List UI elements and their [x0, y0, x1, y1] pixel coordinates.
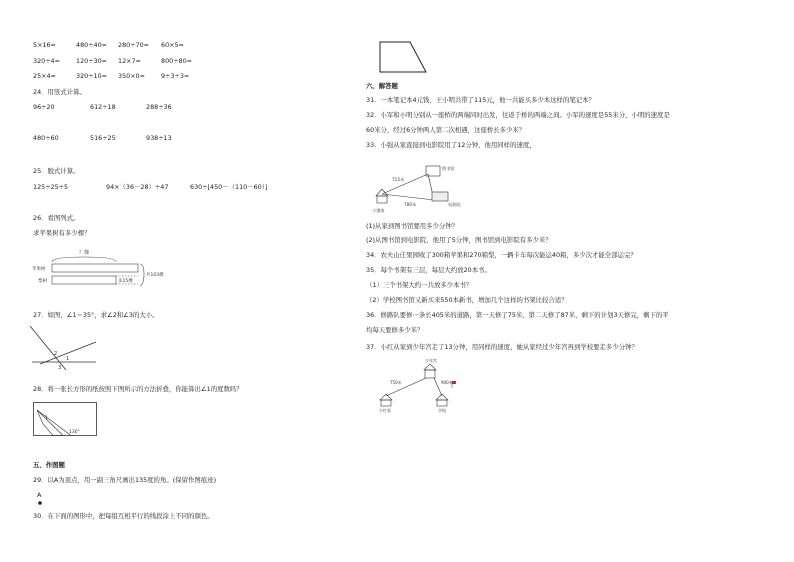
- trapezoid-figure: [378, 40, 428, 74]
- top-brace: [52, 257, 116, 262]
- angle-label: 3: [58, 365, 62, 371]
- vertical-calc-item: 612÷18: [90, 103, 116, 111]
- apple-label: 苹果树: [32, 267, 46, 272]
- calc-item: 25×4=: [33, 72, 56, 80]
- home-icon: [380, 394, 392, 400]
- question-35-text: 35．每个书架有三层，每层大约放20本书。: [366, 266, 491, 274]
- question-33-text: 33．小强从家直接到电影院用了12分钟，他用同样的速度，: [366, 141, 536, 149]
- total-label: 共103棵: [146, 273, 164, 278]
- point-a-dot: [37, 500, 43, 506]
- calc-item: 350×0=: [118, 72, 145, 80]
- pear-label: 梨树: [38, 279, 47, 284]
- home-label: 小强家: [372, 208, 385, 213]
- question-36-text: 均每天要修多少米？: [366, 326, 424, 334]
- vertical-calc-item: 480÷60: [33, 134, 59, 142]
- question-26-title: 26．看图列式。: [33, 214, 80, 222]
- question-24-title: 24．用竖式计算。: [33, 88, 86, 96]
- question-35-sub1: （1）三个书架大约一共放多少本书？: [366, 281, 473, 289]
- expression-item: 94×（36－28）÷47: [106, 183, 169, 191]
- question-32-text: 32．小军和小明分别从一座桥的两端同时出发，往返于桥的两端之间。小军的速度是55米分，小明的速度是: [366, 111, 670, 119]
- question-31-text: 31．一本笔记本4元钱，王小明共带了115元，他一共能买多少本这样的笔记本？: [366, 96, 595, 104]
- point-a-label: A: [37, 491, 42, 499]
- diff-label: 多15棵: [118, 279, 133, 284]
- palace-label: 少年宫: [425, 358, 437, 363]
- question-29-text: 29．以A为顶点，用一副三角尺画出135度的角。(保留作图痕迹): [33, 476, 217, 484]
- angle-label: 1: [45, 416, 48, 421]
- calc-item: 120÷30=: [76, 57, 108, 65]
- apple-bar: [52, 264, 138, 272]
- vertical-calc-item: 938÷13: [146, 134, 172, 142]
- angle-label: 1: [66, 356, 70, 362]
- section-5-title: 五、作图题: [33, 461, 65, 469]
- question-33-sub2: (2)从图书馆到电影院，他用了5分钟，图书馆到电影院有多少米？: [366, 236, 552, 244]
- vertical-calc-item: 516÷25: [90, 134, 116, 142]
- school-label: 学校: [438, 408, 446, 413]
- vertical-calc-item: 288÷36: [146, 103, 172, 111]
- brace-label: ？棵: [79, 250, 90, 256]
- section-6-title: 六、解答题: [366, 82, 398, 90]
- palace-icon: [424, 364, 436, 370]
- library-label: 图书馆: [442, 166, 455, 171]
- vertical-calc-item: 96÷20: [33, 103, 55, 111]
- folded-paper-diagram: [33, 402, 97, 436]
- cinema-icon: [432, 192, 448, 201]
- calc-item: 480÷40=: [76, 41, 108, 49]
- calc-item: 320÷10=: [76, 72, 108, 80]
- calc-item: 320÷4=: [33, 57, 60, 65]
- question-28-title: 28．将一张长方形的纸按照下图所示的方法折叠，你能算出∠1的度数吗？: [33, 385, 243, 393]
- calc-item: 5×16=: [33, 41, 56, 49]
- question-34-text: 34．农夫山庄果园收了300箱苹果和270箱梨，一辆卡车每次能运40箱，多少次才能全部运完？: [366, 251, 637, 259]
- calc-item: 60×5=: [161, 41, 184, 49]
- calc-item: 9÷3÷3=: [161, 72, 190, 80]
- segment-diagram: [30, 246, 180, 294]
- question-32-text: 60米分，经过6分钟两人第二次相遇，这座桥长多少米？: [366, 126, 526, 134]
- distance-label: 780米: [404, 202, 417, 207]
- distance-label: 900米: [441, 380, 453, 385]
- question-25-title: 25．脱式计算。: [33, 167, 80, 175]
- distance-label: 750米: [390, 380, 402, 385]
- cinema-label: 电影院: [448, 202, 461, 207]
- question-30-text: 30．在下面的图形中，把每组互相平行的线段涂上不同的颜色。: [33, 512, 214, 520]
- question-26-subtitle: 求苹果树有多少棵？: [33, 229, 91, 237]
- question-33-sub1: (1)从家到图书馆要用多少分钟？: [366, 222, 459, 230]
- calc-item: 800÷80=: [161, 57, 193, 65]
- question-36-text: 36．修路队要修一条长405米的道路，第一天修了75米，第二天修了87米，剩下的计划3天修完，剩下的平: [366, 311, 669, 319]
- distance-label: 715米: [392, 177, 405, 182]
- route-map-33: [368, 156, 468, 214]
- expression-item: 125÷25÷5: [33, 183, 69, 191]
- right-brace: [140, 264, 144, 286]
- expression-item: 630÷[450－（110－60）]: [190, 183, 268, 191]
- question-37-text: 37．小红从家到少年宫走了13分钟，用同样的速度，她从家经过少年宫再到学校要走多少分钟？: [366, 343, 638, 351]
- calc-item: 280÷70=: [118, 41, 150, 49]
- angle-label: 130°: [69, 430, 80, 435]
- school-icon: [436, 394, 448, 400]
- question-27-title: 27．如图，∠1＝35°，求∠2和∠3的大小。: [33, 311, 159, 319]
- pear-bar: [52, 276, 116, 284]
- calc-item: 12×7=: [118, 57, 141, 65]
- question-35-sub2: （2）学校图书馆又新买来550本新书，增加几个这样的书架比较合适？: [366, 296, 568, 304]
- route-map-37: [372, 358, 472, 414]
- angle-diagram: [30, 320, 100, 370]
- home-label: 小红家: [379, 408, 391, 413]
- angle-label: 2: [54, 351, 58, 357]
